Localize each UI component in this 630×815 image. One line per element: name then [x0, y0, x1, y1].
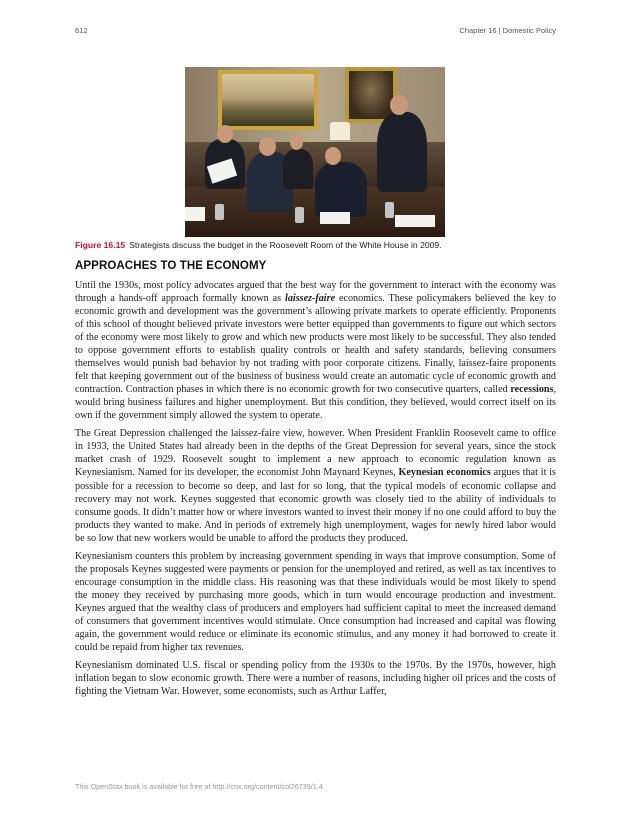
paragraph-3: Keynesianism counters this problem by increasing government spending in ways that improve consumption. Some of the proposals Keynes suggested were payments or pension for the unemployed and retired, as well as tax incentives to encourage consumption in the middle class. His reasoning was that these individuals would be most likely to spend the money they received by purchasing more goods, which in turn would encourage production and investment. Keynes argued that the wealthy class of producers and employers had sufficient capital to meet the increased demand of consumers that government incentives would stimulate. Once consumption had increased and capital was flowing again, the government would reduce or eliminate its economic stimulus, and any money it had borrowed to create it could be repaid from higher tax revenues.	[75, 550, 556, 653]
body-text	[75, 279, 556, 703]
paragraph-4: Keynesianism dominated U.S. fiscal or spending policy from the 1930s to the 1970s. By the 1970s, however, high inflation began to slow economic growth. There were a number of reasons, including higher oil prices and the costs of fighting the Vietnam War. However, some economists, such as Arthur Laffer,	[75, 659, 556, 697]
page-number: 612	[75, 26, 88, 35]
figure-caption-text: Strategists discuss the budget in the Roosevelt Room of the White House in 2009.	[129, 240, 442, 250]
term-laissez-faire: laissez-faire	[285, 293, 336, 305]
term-keynesian-economics: Keynesian economics	[398, 467, 491, 479]
paragraph-1: Until the 1930s, most policy advocates argued that the best way for the government to interact with the economy was through a hands-off approach formally known as laissez-faire economics. These policymakers believed the key to economic growth and development was the government’s allowing private markets to operate efficiently. Proponents of this school of thought believed private investors were better equipped than governments to figure out which sectors of the economy were most likely to grow and which new products were most likely to be successful. They also tended to oppose government efforts to establish quality controls or health and safety standards, believing consumers themselves would punish bad behavior by not trading with poor corporate citizens. Finally, laissez-faire proponents felt that keeping government out of the business of business would create an automatic cycle of economic growth and contraction. Contraction phases in which there is no economic growth for two consecutive quarters, called recessions, would bring business failures and higher unemployment. But this condition, they believed, would correct itself on its own if the government simply allowed the system to operate.	[75, 280, 557, 422]
term-recessions: recessions	[510, 384, 554, 396]
figure-label: Figure 16.15	[75, 240, 126, 250]
section-heading: APPROACHES TO THE ECONOMY	[75, 260, 267, 272]
figure-caption	[75, 240, 555, 250]
footer-note: This OpenStax book is available for free at http://cnx.org/content/col26739/1.4	[75, 782, 323, 791]
running-header: Chapter 16 | Domestic Policy	[459, 26, 556, 35]
figure-photo	[185, 67, 445, 237]
paragraph-2: The Great Depression challenged the laissez-faire view, however. When President Franklin Roosevelt came to office in 1933, the United States had already been in the depths of the Great Depression for several years, since the stock market crash of 1929. Roosevelt sought to implement a new approach to economic regulation known as Keynesianism. Named for its developer, the economist John Maynard Keynes, Keynesian economics argues that it is possible for a recession to become so deep, and last for so long, that the typical models of economic collapse and recovery may not work. Keynes suggested that economic growth was closely tied to the ability of individuals to consume goods. It didn’t matter how or where investors wanted to invest their money if no one could afford to buy the products they wanted to make. And in periods of extremely high unemployment, wages for newly hired labor would be so low that new workers would be unable to afford the products they produced.	[75, 428, 557, 544]
